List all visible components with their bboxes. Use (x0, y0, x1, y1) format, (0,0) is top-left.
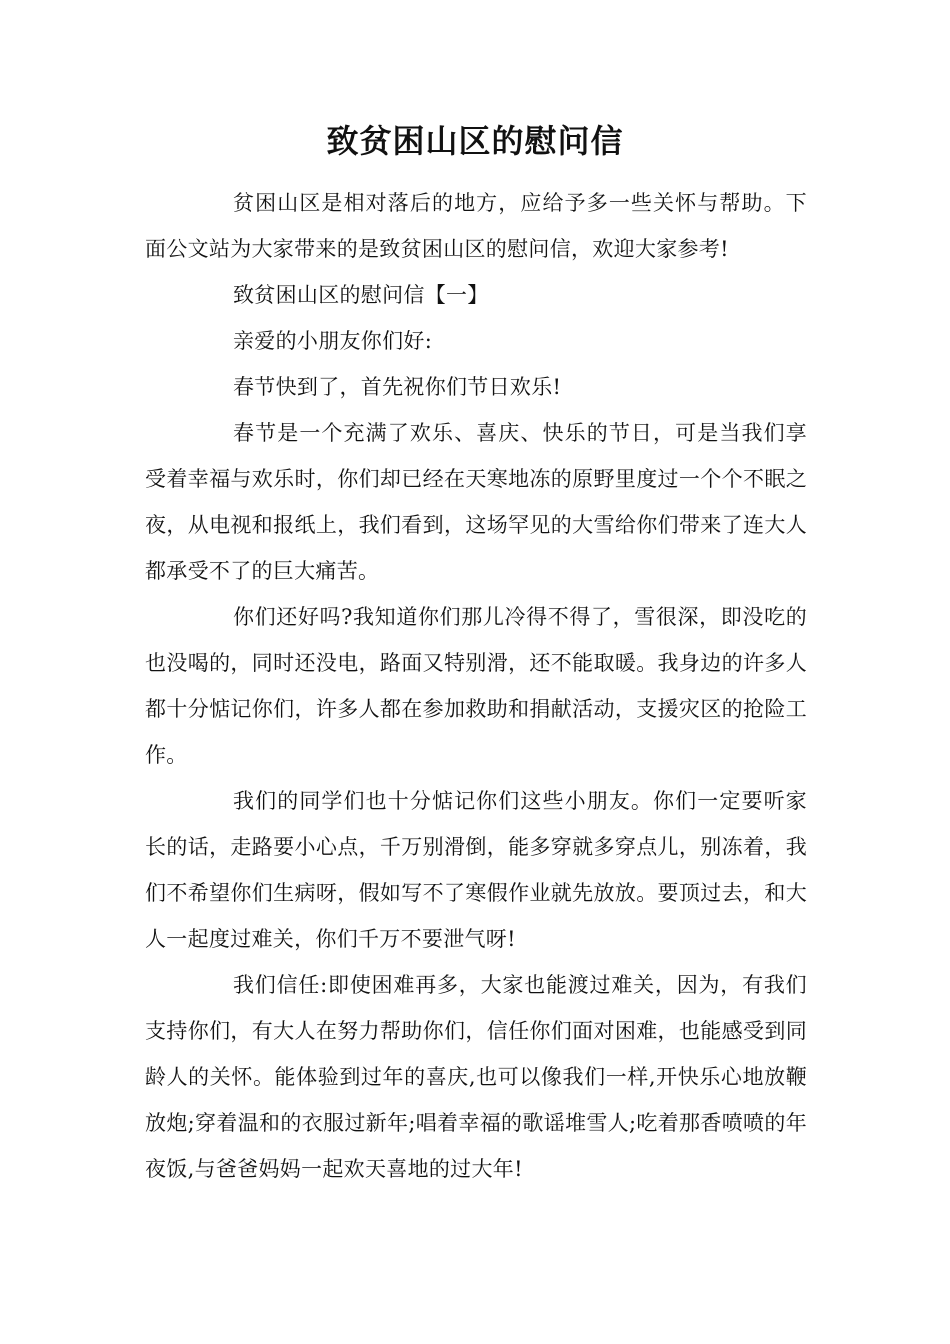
body-paragraph: 我们信任:即使困难再多，大家也能渡过难关，因为，有我们支持你们，有大人在努力帮助你们，信任你们面对困难，也能感受到同龄人的关怀。能体验到过年的喜庆,也可以像我们一样,开快乐心地放鞭放炮;穿着温和的衣服过新年;唱着幸福的歌谣堆雪人;吃着那香喷喷的年夜饭,与爸爸妈妈一起欢天喜地的过大年! (145, 973, 807, 1181)
body-paragraph: 春节是一个充满了欢乐、喜庆、快乐的节日，可是当我们享受着幸福与欢乐时，你们却已经在天寒地冻的原野里度过一个个不眠之夜，从电视和报纸上，我们看到，这场罕见的大雪给你们带来了连大人都承受不了的巨大痛苦。 (145, 421, 807, 583)
section-heading: 致贫困山区的慰问信【一】 (233, 283, 489, 307)
document-body (145, 180, 807, 1192)
body-paragraph: 你们还好吗?我知道你们那儿冷得不得了，雪很深，即没吃的也没喝的，同时还没电，路面又特别滑，还不能取暖。我身边的许多人都十分惦记你们，许多人都在参加救助和捐献活动，支援灾区的抢险工作。 (145, 605, 807, 767)
salutation: 亲爱的小朋友你们好: (233, 329, 433, 353)
greeting-paragraph: 春节快到了，首先祝你们节日欢乐! (233, 375, 562, 399)
intro-paragraph: 贫困山区是相对落后的地方，应给予多一些关怀与帮助。下面公文站为大家带来的是致贫困山区的慰问信，欢迎大家参考! (145, 191, 807, 261)
document-title: 致贫困山区的慰问信 (326, 122, 624, 160)
body-paragraph: 我们的同学们也十分惦记你们这些小朋友。你们一定要听家长的话，走路要小心点，千万别滑倒，能多穿就多穿点儿，别冻着，我们不希望你们生病呀，假如写不了寒假作业就先放放。要顶过去，和大人一起度过难关，你们千万不要泄气呀! (145, 789, 807, 951)
